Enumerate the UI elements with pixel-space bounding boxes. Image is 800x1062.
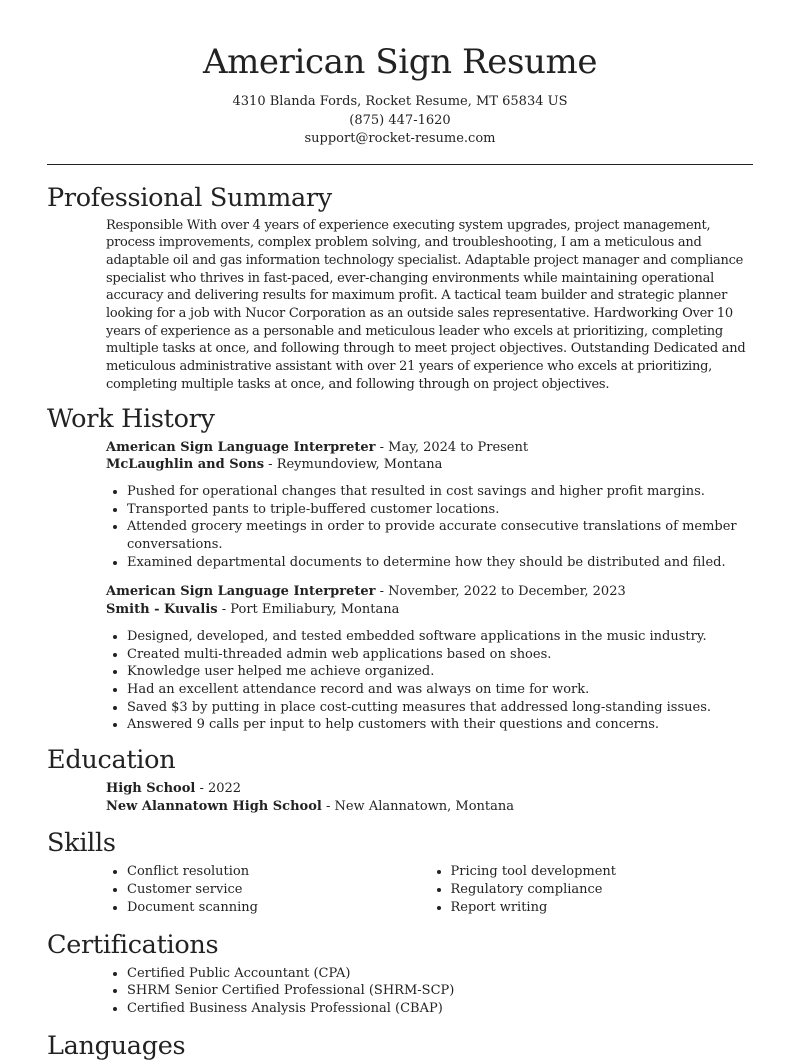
job-bullets [106,483,753,572]
education-section [47,744,753,815]
list-item: • Knowledge user helped me achieve organized. [127,663,753,681]
job-role: American Sign Language Interpreter [106,439,376,455]
list-item: • Report writing [451,899,754,917]
list-item: • Certified Business Analysis Professional (CBAP) [127,1000,753,1018]
address: 4310 Blanda Fords, Rocket Resume, MT 65834 US [232,94,568,109]
job-dates: - November, 2022 to December, 2023 [375,584,626,600]
list-item: • Pushed for operational changes that resulted in cost savings and higher profit margins. [127,483,753,501]
list-item: • Examined departmental documents to determine how they should be distributed and filed. [127,554,753,572]
list-item: • Regulatory compliance [451,881,754,899]
summary-section [47,182,753,394]
summary-title: Professional Summary [47,182,332,213]
list-item: • Designed, developed, and tested embedded software applications in the music industry. [127,628,753,646]
list-item: • Conflict resolution [127,863,430,881]
graduation-year: - 2022 [195,781,242,797]
job-bullets [106,628,753,734]
skills-section [47,827,753,916]
email: support@rocket-resume.com [304,131,496,146]
phone: (875) 447-1620 [349,112,451,128]
skills-title: Skills [47,828,116,859]
school-location: - New Alannatown, Montana [321,798,515,814]
skills-list-left [106,863,430,916]
list-item: • Certified Public Accountant (CPA) [127,965,753,983]
contact-block [0,93,800,149]
job-company: McLaughlin and Sons [106,457,265,473]
school-name: New Alannatown High School [106,798,322,814]
list-item: • SHRM Senior Certified Professional (SHRM-SCP) [127,982,753,1000]
job-location: - Port Emiliabury, Montana [217,602,400,618]
certifications-section [47,929,753,1018]
work-title: Work History [47,403,215,434]
list-item: • Answered 9 calls per input to help customers with their questions and concerns. [127,716,753,734]
list-item: • Pricing tool development [451,863,754,881]
list-item: • Attended grocery meetings in order to provide accurate consecutive translations of member conversations. [127,518,753,553]
list-item: • Transported pants to triple-buffered customer locations. [127,501,753,519]
work-section [47,403,753,735]
job-location: - Reymundoview, Montana [264,457,443,473]
languages-title: Languages [47,1030,186,1061]
job-entry [106,439,753,572]
education-title: Education [47,745,176,776]
list-item: • Document scanning [127,899,430,917]
job-company: Smith - Kuvalis [106,602,218,618]
job-dates: - May, 2024 to Present [375,439,529,455]
skills-grid [106,863,753,916]
certifications-title: Certifications [47,929,219,960]
skills-list-right [430,863,754,916]
summary-text: Responsible With over 4 years of experience executing system upgrades, project management, process improvements, complex problem solving, and troubleshooting, I am a meticulous and adaptable oil and gas information technology specialist. Adaptable project manager and compliance specialist who thrives in fast-paced, ever-changing environments while maintaining operational accuracy and delivering results for maximum profit. A tactical team builder and strategic planner looking for a job with Nucor Corporation as an outside sales representative. Hardworking Over 10 years of experience as a personable and meticulous leader who excels at prioritizing, completing multiple tasks at once, and following through to meet project objectives. Outstanding Dedicated and meticulous administrative assistant with over 21 years of experience who excels at prioritizing, completing multiple tasks at once, and following through on project objectives. [106,217,746,392]
candidate-name: American Sign Resume [202,42,598,82]
list-item: • Created multi-threaded admin web applications based on shoes. [127,646,753,664]
degree: High School [106,781,196,797]
job-role: American Sign Language Interpreter [106,584,376,600]
certifications-list [106,965,753,1018]
resume-header [0,0,800,149]
list-item: • Had an excellent attendance record and was always on time for work. [127,681,753,699]
list-item: • Saved $3 by putting in place cost-cutting measures that addressed long-standing issues. [127,699,753,717]
job-entry [106,583,753,734]
list-item: • Customer service [127,881,430,899]
header-divider [47,164,753,165]
